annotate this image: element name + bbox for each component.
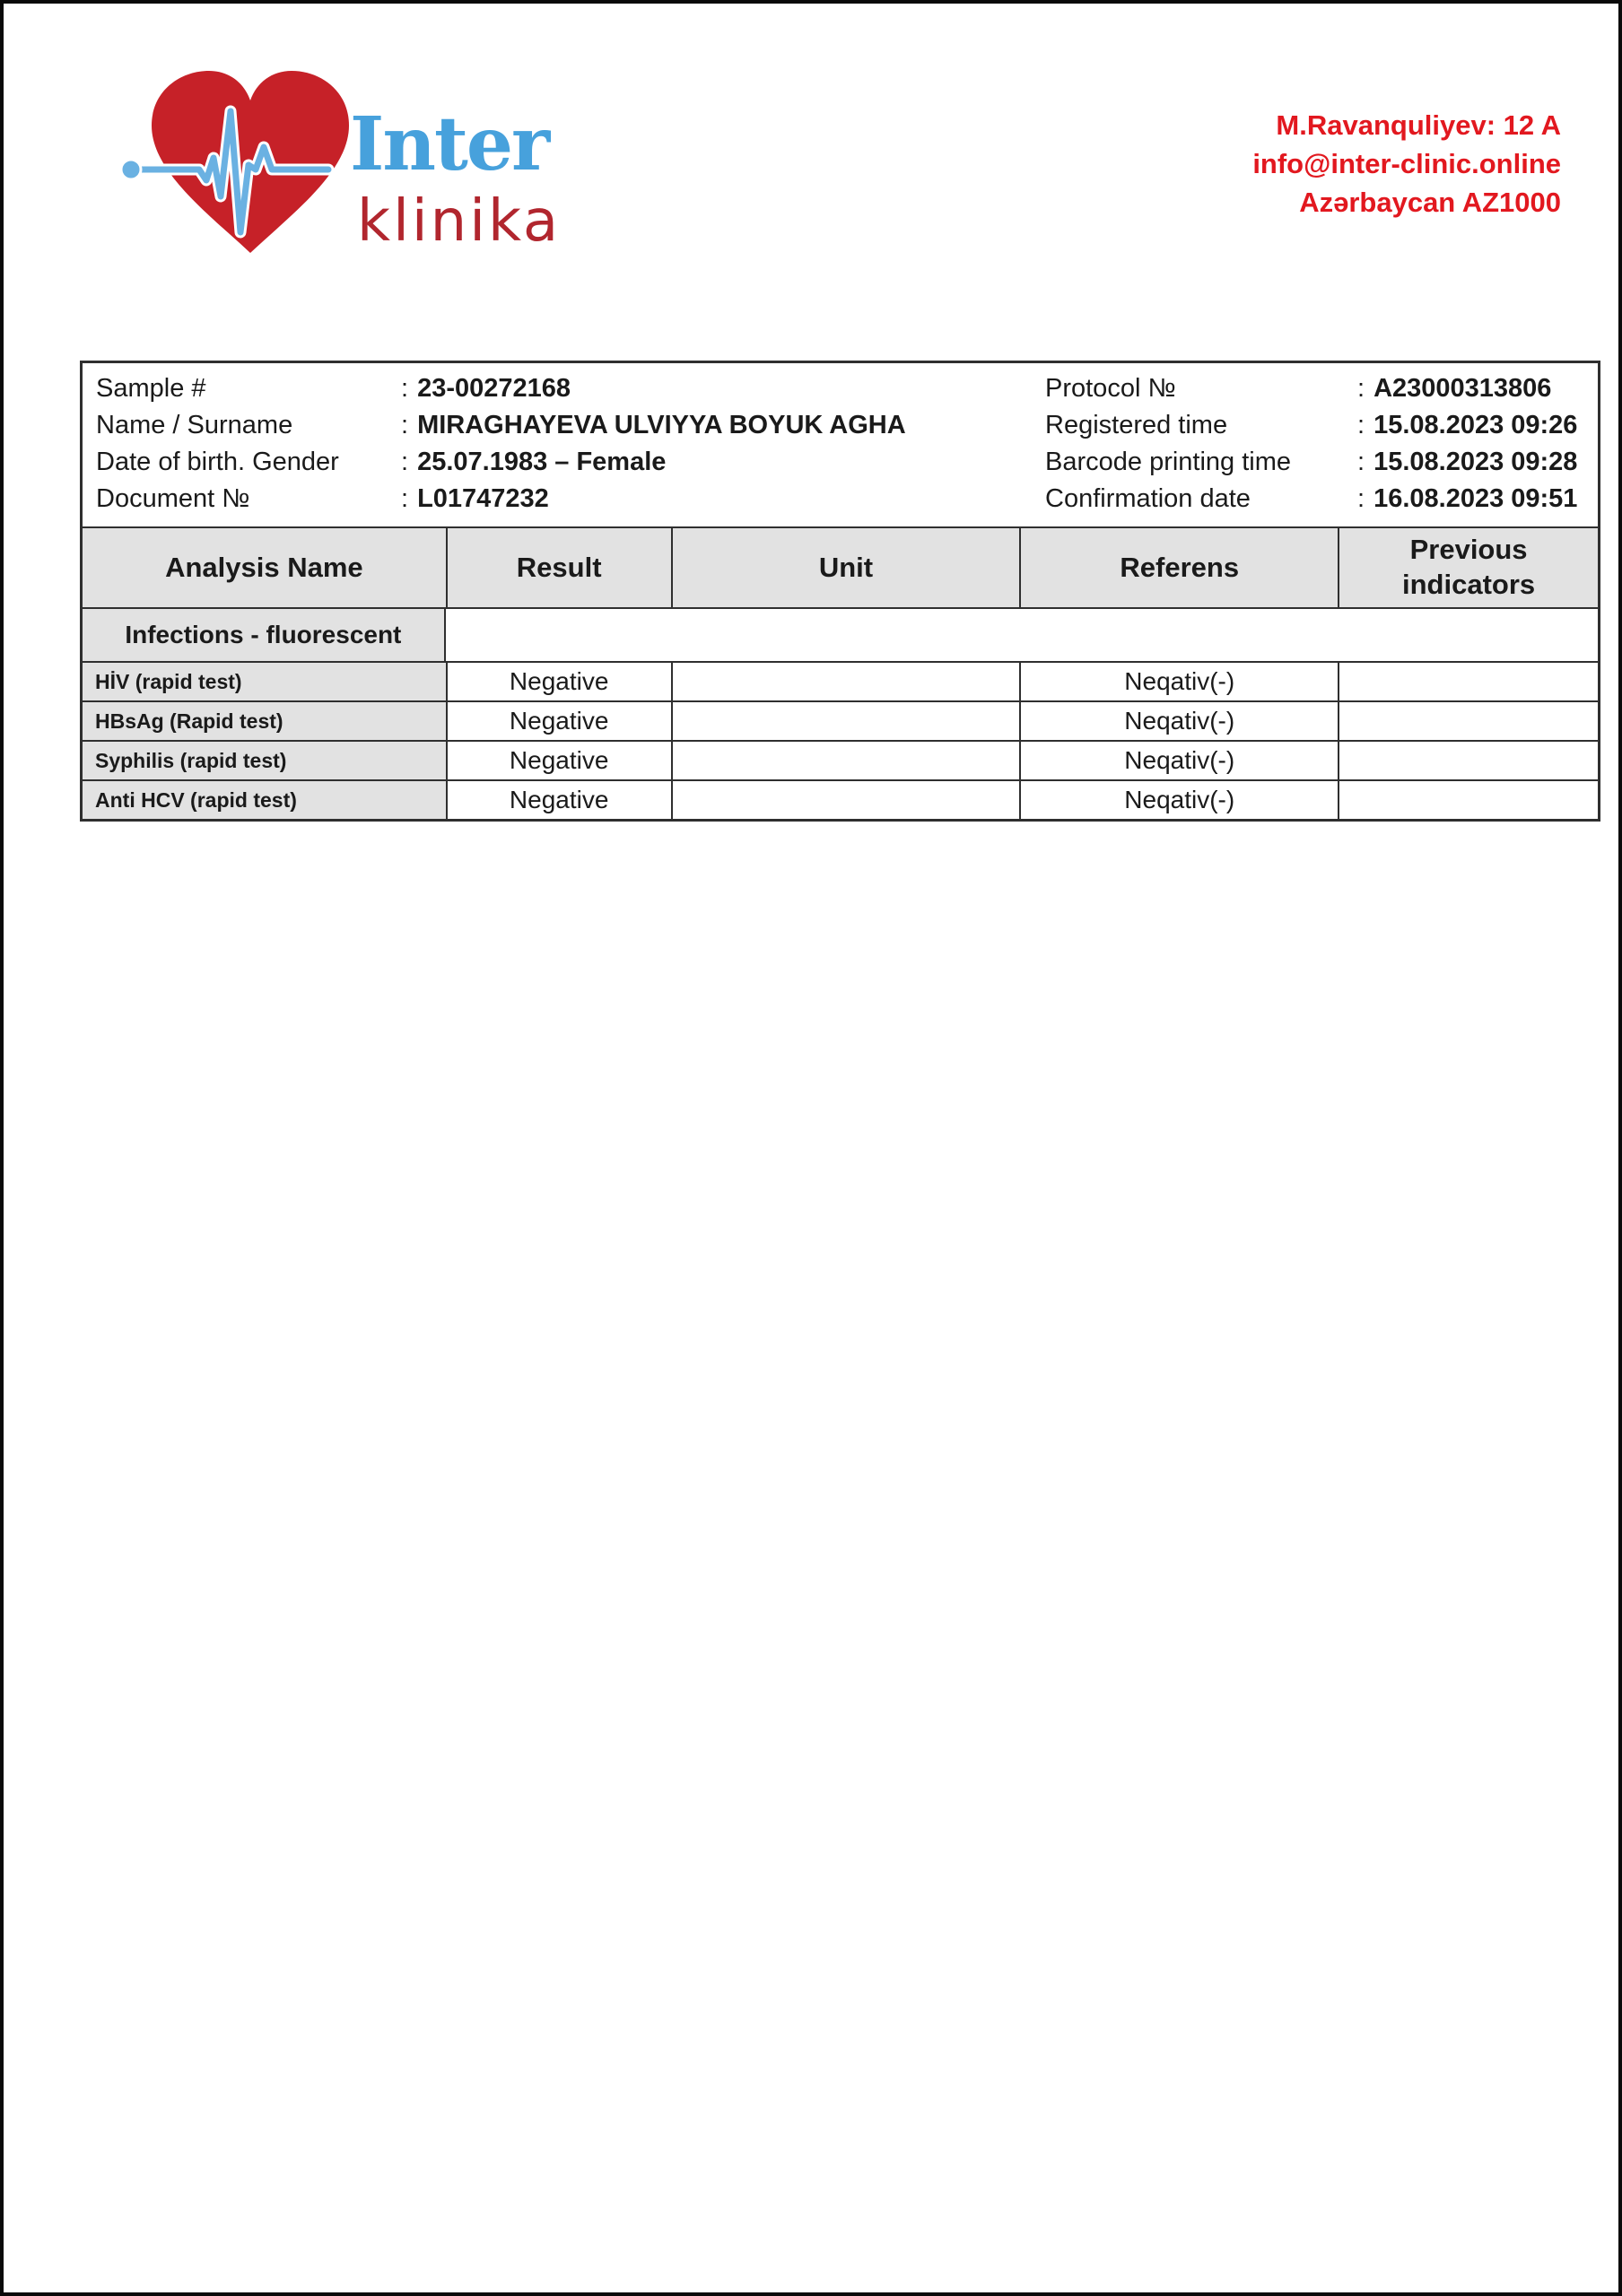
patient-info-right: [1020, 370, 1598, 517]
section-empty-area: [446, 609, 1598, 661]
info-line-protocol: Protocol № : A23000313806: [1045, 370, 1598, 407]
patient-name: MIRAGHAYEVA ULVIYYA BOYUK AGHA: [417, 411, 906, 439]
result-value: Negative: [446, 702, 671, 740]
info-line-document: Document № : L01747232: [96, 481, 1020, 517]
unit-value: [671, 702, 1020, 740]
registered-time: 15.08.2023 09:26: [1373, 411, 1578, 439]
logo-subtitle: klinika: [357, 188, 562, 255]
table-row-anti-hcv: [83, 779, 1598, 819]
result-value: Negative: [446, 663, 671, 700]
patient-info-left: [83, 370, 1020, 517]
document-number: L01747232: [417, 484, 549, 513]
analysis-name: HİV (rapid test): [83, 663, 446, 700]
sample-number: 23-00272168: [417, 374, 571, 403]
col-header-previous-indicators: Previous indicators: [1338, 528, 1598, 607]
info-line-name: Name / Surname : MIRAGHAYEVA ULVIYYA BOYUK AGHA: [96, 407, 1020, 444]
col-header-unit: Unit: [671, 528, 1020, 607]
logo-title: Inter: [350, 101, 549, 187]
referens-value: Neqativ(-): [1019, 702, 1338, 740]
unit-value: [671, 742, 1020, 779]
confirmation-date: 16.08.2023 09:51: [1373, 484, 1578, 513]
unit-value: [671, 781, 1020, 819]
info-line-confirmation: Confirmation date : 16.08.2023 09:51: [1045, 481, 1598, 517]
col-header-result: Result: [446, 528, 671, 607]
result-value: Negative: [446, 781, 671, 819]
col-header-referens: Referens: [1019, 528, 1338, 607]
birth-gender: 25.07.1983 – Female: [417, 448, 667, 476]
previous-value: [1338, 702, 1598, 740]
previous-value: [1338, 781, 1598, 819]
referens-value: Neqativ(-): [1019, 663, 1338, 700]
previous-value: [1338, 742, 1598, 779]
section-title: Infections - fluorescent: [83, 609, 446, 661]
table-row-hiv: [83, 661, 1598, 700]
analysis-name: HBsAg (Rapid test): [83, 702, 446, 740]
analysis-name: Anti HCV (rapid test): [83, 781, 446, 819]
protocol-number: A23000313806: [1373, 374, 1552, 403]
contact-country: Azərbaycan AZ1000: [1299, 187, 1561, 218]
info-line-barcode: Barcode printing time : 15.08.2023 09:28: [1045, 444, 1598, 481]
section-row: [83, 607, 1598, 661]
info-line-birth-gender: Date of birth. Gender : 25.07.1983 – Female: [96, 444, 1020, 481]
clinic-heart-ekg-icon: [120, 57, 362, 265]
table-row-hbsag: [83, 700, 1598, 740]
report-table: [80, 361, 1600, 822]
patient-info-block: [83, 363, 1598, 526]
table-row-syphilis: [83, 740, 1598, 779]
contact-address: M.Ravanquliyev: 12 A: [1276, 109, 1561, 141]
barcode-time: 15.08.2023 09:28: [1373, 448, 1578, 476]
analysis-name: Syphilis (rapid test): [83, 742, 446, 779]
results-header-row: [83, 526, 1598, 607]
result-value: Negative: [446, 742, 671, 779]
info-line-sample: Sample # : 23-00272168: [96, 370, 1020, 407]
previous-value: [1338, 663, 1598, 700]
info-line-registered: Registered time : 15.08.2023 09:26: [1045, 407, 1598, 444]
clinic-contact-block: [1252, 106, 1561, 222]
referens-value: Neqativ(-): [1019, 742, 1338, 779]
contact-email: info@inter-clinic.online: [1252, 148, 1561, 179]
col-header-analysis-name: Analysis Name: [83, 528, 446, 607]
unit-value: [671, 663, 1020, 700]
referens-value: Neqativ(-): [1019, 781, 1338, 819]
